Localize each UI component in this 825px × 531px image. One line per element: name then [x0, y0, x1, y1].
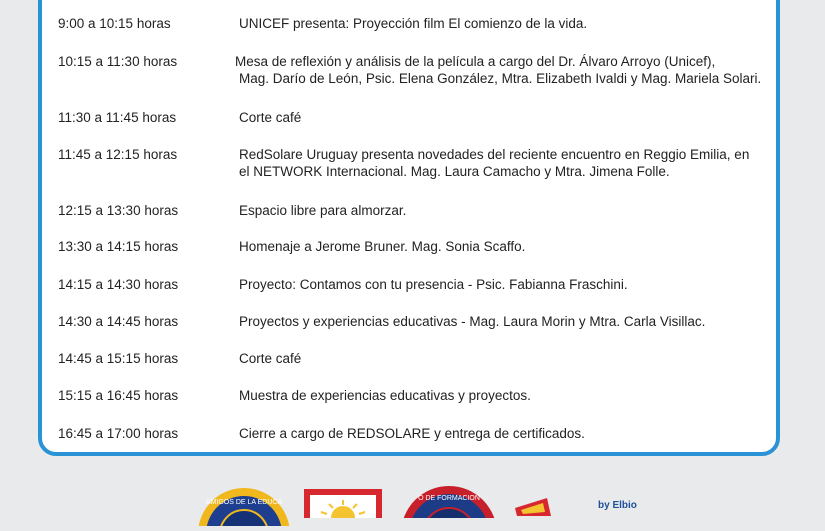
schedule-description: [239, 238, 779, 255]
svg-text:AMIGOS DE LA EDUCA: AMIGOS DE LA EDUCA: [205, 499, 283, 506]
schedule-time: 14:15 a 14:30 horas: [58, 277, 179, 292]
schedule-description: [239, 109, 779, 126]
schedule-description-line: Homenaje a Jerome Bruner. Mag. Sonia Scaffo.: [239, 239, 526, 254]
schedule-time: 15:15 a 16:45 horas: [58, 388, 179, 403]
svg-text:O DE FORMACION: O DE FORMACION: [418, 495, 480, 502]
schedule-description-line: el NETWORK Internacional. Mag. Laura Camacho y Mtra. Jimena Folle.: [239, 164, 670, 179]
schedule-description-line: Mesa de reflexión y análisis de la película a cargo del Dr. Álvaro Arroyo (Unicef),: [235, 54, 716, 69]
schedule-time: 11:45 a 12:15 horas: [58, 147, 178, 162]
schedule-time: 12:15 a 13:30 horas: [58, 203, 179, 218]
schedule-description: [239, 425, 779, 442]
badge-logo: [511, 496, 551, 516]
schedule-time: 13:30 a 14:15 horas: [58, 239, 179, 254]
schedule-description: [239, 202, 779, 219]
schedule-description-line: Corte café: [239, 110, 302, 125]
schedule-description-line: Proyecto: Contamos con tu presencia - Psic. Fabianna Fraschini.: [239, 277, 628, 292]
schedule-description: [239, 350, 779, 367]
schedule-description: [239, 276, 779, 293]
schedule-time: 16:45 a 17:00 horas: [58, 426, 179, 441]
schedule-description-line: RedSolare Uruguay presenta novedades del reciente encuentro en Reggio Emilia, en: [239, 147, 750, 162]
schedule-description-line: Mag. Darío de León, Psic. Elena González, Mtra. Elizabeth Ivaldi y Mag. Mariela Solari.: [239, 71, 762, 86]
schedule-time: 10:15 a 11:30 horas: [58, 54, 178, 69]
schedule-time: 14:30 a 14:45 horas: [58, 314, 179, 329]
schedule-time: 14:45 a 15:15 horas: [58, 351, 179, 366]
sun-logo: [303, 488, 383, 518]
formacion-logo: [397, 484, 501, 518]
schedule-description-line: Proyectos y experiencias educativas - Mag. Laura Morin y Mtra. Carla Visillac.: [239, 314, 706, 329]
schedule-description-line: UNICEF presenta: Proyección film El comienzo de la vida.: [239, 16, 588, 31]
schedule-description: [239, 15, 779, 32]
schedule-description: [235, 53, 775, 87]
amigos-educacion-logo: [196, 486, 292, 526]
schedule-description: [239, 313, 779, 330]
schedule-description-line: Corte café: [239, 351, 302, 366]
schedule-description: [239, 146, 779, 180]
schedule-time: 9:00 a 10:15 horas: [58, 16, 171, 31]
schedule-description-line: Muestra de experiencias educativas y proyectos.: [239, 388, 531, 403]
schedule-description: [239, 387, 779, 404]
credit-text: by Elbio: [598, 500, 637, 511]
schedule-description-line: Cierre a cargo de REDSOLARE y entrega de certificados.: [239, 426, 585, 441]
schedule-description-line: Espacio libre para almorzar.: [239, 203, 407, 218]
schedule-time: 11:30 a 11:45 horas: [58, 110, 177, 125]
